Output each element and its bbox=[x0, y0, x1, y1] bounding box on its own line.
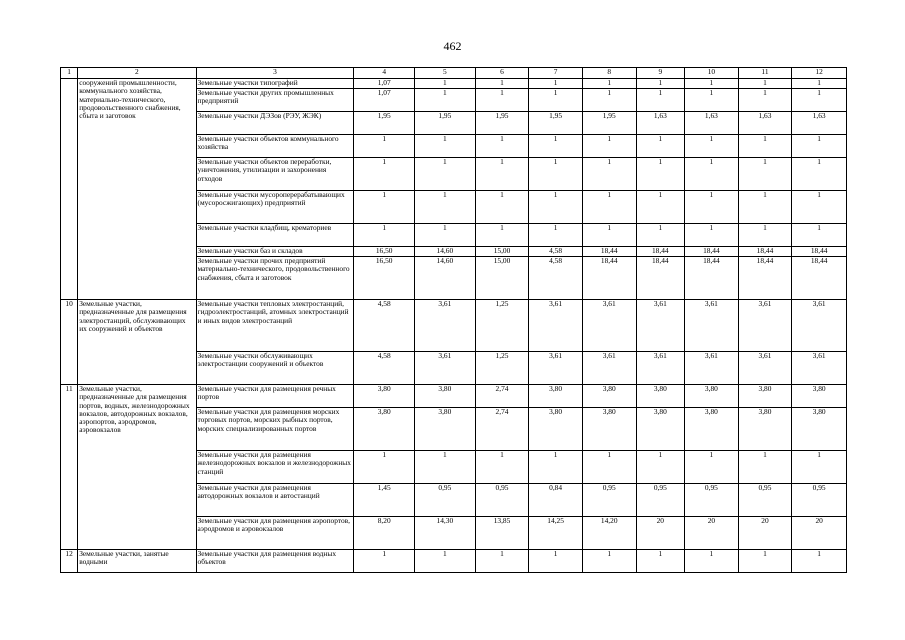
coefficient-cell: 1 bbox=[582, 224, 636, 247]
land-use-description: Земельные участки для размещения железнодорожных вокзалов и железнодорожных станций bbox=[196, 451, 354, 484]
coefficient-cell: 3,80 bbox=[738, 408, 792, 451]
coefficient-cell: 1,95 bbox=[582, 112, 636, 135]
land-use-description: Земельные участки мусороперерабатывающих (мусоросжигающих) предприятий bbox=[196, 191, 354, 224]
land-use-description: Земельные участки ДЭЗов (РЭУ, ЖЭК) bbox=[196, 112, 354, 135]
land-use-description: Земельные участки прочих предприятий материально-технического, продовольственного снабжения, сбыта и заготовок bbox=[196, 257, 354, 300]
coefficient-cell: 1 bbox=[415, 158, 476, 191]
coefficient-cell: 1 bbox=[415, 135, 476, 158]
table-row bbox=[61, 79, 847, 89]
coefficient-cell: 1 bbox=[354, 191, 415, 224]
coefficient-cell: 0,95 bbox=[738, 484, 792, 517]
coefficient-cell: 20 bbox=[738, 517, 792, 550]
coefficient-cell: 3,61 bbox=[529, 300, 583, 352]
coefficient-cell: 1 bbox=[685, 224, 739, 247]
coefficient-cell: 3,61 bbox=[685, 352, 739, 385]
land-use-description: Земельные участки объектов коммунального хозяйства bbox=[196, 135, 354, 158]
coefficient-cell: 1 bbox=[475, 89, 529, 112]
coefficient-cell: 1 bbox=[475, 224, 529, 247]
coefficient-cell: 1 bbox=[685, 158, 739, 191]
coefficient-cell: 1 bbox=[475, 451, 529, 484]
land-use-description: Земельные участки других промышленных предприятий bbox=[196, 89, 354, 112]
coefficient-cell: 1 bbox=[415, 224, 476, 247]
land-use-description: Земельные участки объектов переработки, уничтожения, утилизации и захоронения отходов bbox=[196, 158, 354, 191]
header-row bbox=[61, 68, 847, 79]
land-use-description: Земельные участки кладбищ, крематориев bbox=[196, 224, 354, 247]
coefficient-cell: 18,44 bbox=[792, 257, 847, 300]
coefficient-cell: 18,44 bbox=[738, 257, 792, 300]
coefficient-cell: 3,61 bbox=[415, 300, 476, 352]
page-number: 462 bbox=[443, 39, 462, 53]
coefficient-cell: 18,44 bbox=[792, 247, 847, 257]
coefficient-cell: 1 bbox=[354, 135, 415, 158]
coefficient-cell: 1 bbox=[792, 191, 847, 224]
coefficient-cell: 1 bbox=[475, 158, 529, 191]
coefficient-cell: 1 bbox=[738, 135, 792, 158]
coefficient-cell: 1 bbox=[529, 224, 583, 247]
coefficient-cell: 4,58 bbox=[529, 257, 583, 300]
coefficient-cell: 1 bbox=[685, 135, 739, 158]
coefficient-cell: 1,63 bbox=[792, 112, 847, 135]
column-header: 9 bbox=[636, 68, 685, 79]
coefficient-cell: 1 bbox=[415, 451, 476, 484]
coefficient-cell: 14,20 bbox=[582, 517, 636, 550]
coefficient-cell: 1 bbox=[738, 89, 792, 112]
group-name: Земельные участки, занятые водными bbox=[78, 550, 196, 573]
coefficient-cell: 1,95 bbox=[529, 112, 583, 135]
coefficient-cell: 3,61 bbox=[685, 300, 739, 352]
column-header: 11 bbox=[738, 68, 792, 79]
coefficient-cell: 3,80 bbox=[685, 385, 739, 408]
coefficient-cell: 1 bbox=[685, 79, 739, 89]
coefficient-cell: 1 bbox=[636, 191, 685, 224]
land-use-description: Земельные участки для размещения автодорожных вокзалов и автостанций bbox=[196, 484, 354, 517]
coefficient-cell: 1 bbox=[792, 135, 847, 158]
coefficient-cell: 0,95 bbox=[636, 484, 685, 517]
coefficient-cell: 0,95 bbox=[582, 484, 636, 517]
coefficient-cell: 1 bbox=[529, 550, 583, 573]
coefficient-cell: 3,61 bbox=[792, 352, 847, 385]
coefficient-cell: 1 bbox=[738, 550, 792, 573]
coefficient-cell: 1,95 bbox=[415, 112, 476, 135]
coefficient-cell: 18,44 bbox=[582, 257, 636, 300]
coefficient-cell: 1 bbox=[792, 451, 847, 484]
coefficient-cell: 20 bbox=[685, 517, 739, 550]
coefficient-cell: 3,80 bbox=[529, 385, 583, 408]
coefficient-cell: 8,20 bbox=[354, 517, 415, 550]
table-body bbox=[61, 68, 847, 573]
coefficient-cell: 1 bbox=[738, 79, 792, 89]
coefficient-cell: 1 bbox=[529, 158, 583, 191]
coefficient-cell: 1,95 bbox=[354, 112, 415, 135]
coefficient-cell: 1 bbox=[475, 79, 529, 89]
coefficient-cell: 14,60 bbox=[415, 247, 476, 257]
coefficient-cell: 3,61 bbox=[792, 300, 847, 352]
coefficient-cell: 4,58 bbox=[354, 352, 415, 385]
coefficient-cell: 3,80 bbox=[354, 385, 415, 408]
coefficients-table bbox=[60, 67, 847, 573]
coefficient-cell: 18,44 bbox=[685, 247, 739, 257]
coefficient-cell: 1 bbox=[636, 224, 685, 247]
coefficient-cell: 1 bbox=[636, 451, 685, 484]
coefficient-cell: 4,58 bbox=[529, 247, 583, 257]
land-use-description: Земельные участки тепловых электростанций, гидроэлектростанций, атомных электростанций и иных видов электростанций bbox=[196, 300, 354, 352]
coefficient-cell: 1 bbox=[415, 191, 476, 224]
coefficient-cell: 1 bbox=[636, 79, 685, 89]
column-header: 6 bbox=[475, 68, 529, 79]
land-use-description: Земельные участки обслуживающих электростанции сооружений и объектов bbox=[196, 352, 354, 385]
coefficient-cell: 18,44 bbox=[582, 247, 636, 257]
coefficient-cell: 0,95 bbox=[792, 484, 847, 517]
land-use-description: Земельные участки баз и складов bbox=[196, 247, 354, 257]
column-header: 12 bbox=[792, 68, 847, 79]
coefficient-cell: 1,63 bbox=[685, 112, 739, 135]
coefficient-cell: 3,80 bbox=[685, 408, 739, 451]
coefficient-cell: 1,07 bbox=[354, 79, 415, 89]
coefficient-cell: 18,44 bbox=[685, 257, 739, 300]
coefficient-cell: 3,61 bbox=[738, 300, 792, 352]
coefficient-cell: 1 bbox=[636, 550, 685, 573]
coefficient-cell: 4,58 bbox=[354, 300, 415, 352]
coefficient-cell: 0,95 bbox=[685, 484, 739, 517]
coefficient-cell: 3,80 bbox=[636, 408, 685, 451]
coefficient-cell: 1 bbox=[582, 89, 636, 112]
coefficient-cell: 1 bbox=[354, 224, 415, 247]
coefficient-cell: 1 bbox=[792, 89, 847, 112]
land-use-description: Земельные участки типографий bbox=[196, 79, 354, 89]
coefficient-cell: 1 bbox=[738, 158, 792, 191]
coefficient-cell: 3,80 bbox=[415, 385, 476, 408]
column-header: 10 bbox=[685, 68, 739, 79]
group-name: сооружений промышленности, коммунального хозяйства, материально-технического, продовольственного снабжения, сбыта и заготовок bbox=[78, 79, 196, 300]
coefficient-cell: 16,50 bbox=[354, 247, 415, 257]
coefficient-cell: 1 bbox=[529, 89, 583, 112]
coefficient-cell: 18,44 bbox=[738, 247, 792, 257]
table-row bbox=[61, 300, 847, 352]
coefficient-cell: 1,95 bbox=[475, 112, 529, 135]
coefficient-cell: 14,25 bbox=[529, 517, 583, 550]
coefficient-cell: 3,80 bbox=[529, 408, 583, 451]
table-row bbox=[61, 550, 847, 573]
coefficient-cell: 1 bbox=[529, 135, 583, 158]
coefficient-cell: 1 bbox=[529, 451, 583, 484]
coefficient-cell: 1 bbox=[636, 135, 685, 158]
coefficient-cell: 1 bbox=[792, 158, 847, 191]
column-header: 7 bbox=[529, 68, 583, 79]
coefficient-cell: 18,44 bbox=[636, 247, 685, 257]
coefficient-cell: 0,95 bbox=[415, 484, 476, 517]
coefficient-cell: 14,60 bbox=[415, 257, 476, 300]
coefficient-cell: 1 bbox=[792, 550, 847, 573]
coefficient-cell: 0,84 bbox=[529, 484, 583, 517]
coefficient-cell: 3,80 bbox=[415, 408, 476, 451]
coefficient-cell: 1 bbox=[415, 550, 476, 573]
coefficient-cell: 1 bbox=[738, 451, 792, 484]
coefficient-cell: 1 bbox=[685, 451, 739, 484]
coefficient-cell: 1 bbox=[529, 191, 583, 224]
coefficient-cell: 1 bbox=[475, 191, 529, 224]
coefficient-cell: 3,80 bbox=[582, 408, 636, 451]
group-number: 10 bbox=[61, 300, 78, 385]
coefficient-cell: 3,61 bbox=[529, 352, 583, 385]
column-header: 5 bbox=[415, 68, 476, 79]
coefficient-cell: 2,74 bbox=[475, 385, 529, 408]
coefficient-cell: 15,00 bbox=[475, 247, 529, 257]
coefficient-cell: 3,80 bbox=[792, 385, 847, 408]
group-number: 11 bbox=[61, 385, 78, 550]
coefficient-cell: 13,85 bbox=[475, 517, 529, 550]
coefficient-cell: 1,25 bbox=[475, 352, 529, 385]
coefficient-cell: 0,95 bbox=[475, 484, 529, 517]
coefficient-cell: 1 bbox=[738, 224, 792, 247]
coefficient-cell: 1,07 bbox=[354, 89, 415, 112]
coefficient-cell: 1 bbox=[475, 550, 529, 573]
coefficient-cell: 3,80 bbox=[792, 408, 847, 451]
coefficient-cell: 1 bbox=[415, 89, 476, 112]
column-header: 8 bbox=[582, 68, 636, 79]
coefficient-cell: 1 bbox=[354, 158, 415, 191]
coefficient-cell: 1 bbox=[582, 158, 636, 191]
column-header: 3 bbox=[196, 68, 354, 79]
coefficient-cell: 3,61 bbox=[582, 352, 636, 385]
coefficient-cell: 3,61 bbox=[636, 352, 685, 385]
coefficient-cell: 1 bbox=[582, 191, 636, 224]
coefficient-cell: 3,80 bbox=[582, 385, 636, 408]
coefficient-cell: 1 bbox=[685, 191, 739, 224]
coefficient-cell: 3,61 bbox=[738, 352, 792, 385]
coefficient-cell: 3,61 bbox=[636, 300, 685, 352]
group-name: Земельные участки, предназначенные для размещения портов, водных, железнодорожных вокзалов, автодорожных вокзалов, аэропортов, аэродромов, аэровокзалов bbox=[78, 385, 196, 550]
coefficient-cell: 1 bbox=[685, 89, 739, 112]
coefficient-cell: 1 bbox=[636, 158, 685, 191]
coefficient-cell: 3,80 bbox=[354, 408, 415, 451]
coefficient-cell: 20 bbox=[636, 517, 685, 550]
land-use-description: Земельные участки для размещения водных объектов bbox=[196, 550, 354, 573]
column-header: 1 bbox=[61, 68, 78, 79]
group-number bbox=[61, 79, 78, 300]
coefficient-cell: 1,45 bbox=[354, 484, 415, 517]
coefficient-cell: 1,63 bbox=[636, 112, 685, 135]
column-header: 4 bbox=[354, 68, 415, 79]
coefficient-cell: 1 bbox=[415, 79, 476, 89]
coefficient-cell: 1,25 bbox=[475, 300, 529, 352]
group-number: 12 bbox=[61, 550, 78, 573]
coefficient-cell: 14,30 bbox=[415, 517, 476, 550]
coefficient-cell: 1 bbox=[582, 135, 636, 158]
coefficient-cell: 1 bbox=[354, 550, 415, 573]
coefficient-cell: 1 bbox=[475, 135, 529, 158]
coefficient-cell: 1 bbox=[792, 79, 847, 89]
coefficient-cell: 1 bbox=[792, 224, 847, 247]
coefficient-cell: 1,63 bbox=[738, 112, 792, 135]
table-row bbox=[61, 385, 847, 408]
coefficient-cell: 15,00 bbox=[475, 257, 529, 300]
column-header: 2 bbox=[78, 68, 196, 79]
land-use-description: Земельные участки для размещения морских торговых портов, морских рыбных портов, морских специализированных портов bbox=[196, 408, 354, 451]
coefficient-cell: 3,61 bbox=[582, 300, 636, 352]
coefficient-cell: 1 bbox=[738, 191, 792, 224]
coefficient-cell: 1 bbox=[354, 451, 415, 484]
coefficient-cell: 20 bbox=[792, 517, 847, 550]
coefficient-cell: 1 bbox=[636, 89, 685, 112]
coefficient-cell: 3,80 bbox=[636, 385, 685, 408]
coefficient-cell: 16,50 bbox=[354, 257, 415, 300]
coefficient-cell: 1 bbox=[582, 550, 636, 573]
coefficient-cell: 1 bbox=[582, 79, 636, 89]
coefficient-cell: 2,74 bbox=[475, 408, 529, 451]
coefficient-cell: 3,80 bbox=[738, 385, 792, 408]
coefficient-cell: 1 bbox=[685, 550, 739, 573]
coefficient-cell: 18,44 bbox=[636, 257, 685, 300]
land-use-description: Земельные участки для размещения речных портов bbox=[196, 385, 354, 408]
coefficient-cell: 1 bbox=[582, 451, 636, 484]
land-use-description: Земельные участки для размещения аэропортов, аэродромов и аэровокзалов bbox=[196, 517, 354, 550]
coefficient-cell: 3,61 bbox=[415, 352, 476, 385]
coefficient-cell: 1 bbox=[529, 79, 583, 89]
group-name: Земельные участки, предназначенные для размещения электростанций, обслуживающих их сооружений и объектов bbox=[78, 300, 196, 385]
